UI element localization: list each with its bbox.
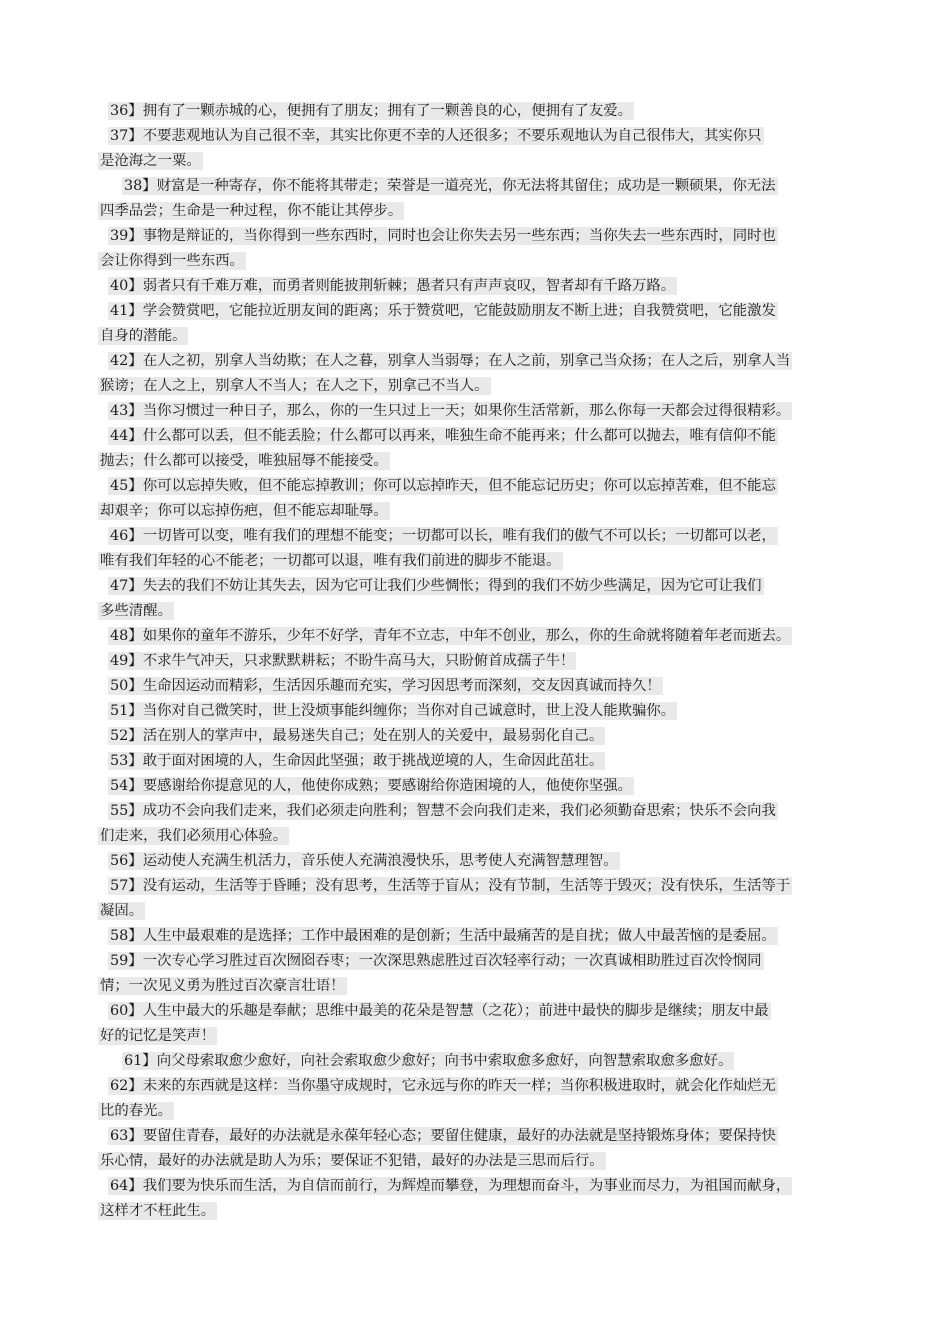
quote-line	[98, 1149, 858, 1174]
quote-text: 乐心情，最好的办法就是助人为乐；要保证不犯错，最好的办法是三思而后行。	[100, 1153, 604, 1169]
quote-entry	[98, 424, 858, 474]
quote-text: 59】一次专心学习胜过百次囫囵吞枣；一次深思熟虑胜过百次轻率行动；一次真诚相助胜过百次怜悯同	[110, 953, 762, 969]
quote-line	[98, 924, 858, 949]
quote-entry	[98, 224, 858, 274]
quote-line	[98, 449, 858, 474]
quote-entry	[98, 924, 858, 949]
quote-text: 57】没有运动，生活等于昏睡；没有思考，生活等于盲从；没有节制，生活等于毁灭；没有快乐，生活等于	[110, 878, 791, 894]
quote-line	[98, 399, 858, 424]
quote-entry	[98, 699, 858, 724]
quote-text: 63】要留住青春，最好的办法就是永葆年轻心态；要留住健康，最好的办法就是坚持锻炼身体；要保持快	[110, 1128, 776, 1144]
quote-text: 会让你得到一些东西。	[100, 253, 244, 269]
quote-text: 36】拥有了一颗赤城的心，便拥有了朋友；拥有了一颗善良的心，便拥有了友爱。	[110, 103, 632, 119]
quote-line	[98, 99, 858, 124]
quote-line	[98, 549, 858, 574]
quote-text: 猴谤；在人之上，别拿人不当人；在人之下，别拿己不当人。	[100, 378, 489, 394]
quote-entry	[98, 749, 858, 774]
quote-entry	[98, 849, 858, 874]
quote-line	[98, 1174, 858, 1199]
quote-line	[98, 124, 858, 149]
quote-text: 54】要感谢给你提意见的人，他使你成熟；要感谢给你造困境的人，他使你坚强。	[110, 778, 632, 794]
quote-text: 52】活在别人的掌声中，最易迷失自己；处在别人的关爱中，最易弱化自己。	[110, 728, 604, 744]
quote-text: 43】当你习惯过一种日子，那么，你的一生只过上一天；如果你生活常新，那么你每一天都会过得很精彩。	[110, 403, 791, 419]
quote-text: 这样才不枉此生。	[100, 1203, 216, 1219]
quote-text: 好的记忆是笑声！	[100, 1028, 216, 1044]
quote-entry	[98, 524, 858, 574]
document-page	[98, 99, 858, 1224]
quote-entry	[98, 299, 858, 349]
quote-line	[98, 949, 858, 974]
quote-text: 唯有我们年轻的心不能老；一切都可以退，唯有我们前进的脚步不能退。	[100, 553, 561, 569]
quote-line	[98, 274, 858, 299]
quote-entry	[98, 1174, 858, 1224]
quote-text: 44】什么都可以丢，但不能丢脸；什么都可以再来，唯独生命不能再来；什么都可以抛去，唯有信仰不能	[110, 428, 776, 444]
quote-entry	[98, 1124, 858, 1174]
quote-entry	[98, 774, 858, 799]
quote-text: 38】财富是一种寄存，你不能将其带走；荣誉是一道亮光，你无法将其留住；成功是一颗硕果，你无法	[124, 178, 776, 194]
quote-line	[98, 1074, 858, 1099]
quote-entry	[98, 724, 858, 749]
quote-text: 自身的潜能。	[100, 328, 187, 344]
quote-line	[98, 974, 858, 999]
quote-text: 抛去；什么都可以接受，唯独屈辱不能接受。	[100, 453, 388, 469]
quote-entry	[98, 949, 858, 999]
quote-entry	[98, 674, 858, 699]
quote-entry	[98, 1049, 858, 1074]
quote-line	[98, 249, 858, 274]
quote-line	[98, 374, 858, 399]
quote-line	[98, 699, 858, 724]
quote-line	[98, 999, 858, 1024]
quote-text: 却艰辛；你可以忘掉伤疤，但不能忘却耻辱。	[100, 503, 388, 519]
quote-line	[98, 1024, 858, 1049]
quote-line	[98, 324, 858, 349]
quote-line	[98, 599, 858, 624]
quote-line	[98, 724, 858, 749]
quote-line	[98, 299, 858, 324]
quote-text: 42】在人之初，别拿人当幼欺；在人之暮，别拿人当弱辱；在人之前，别拿己当众扬；在人之后，别拿人当	[110, 353, 791, 369]
quote-entry	[98, 799, 858, 849]
quote-line	[98, 349, 858, 374]
quote-text: 47】失去的我们不妨让其失去，因为它可让我们少些惆怅；得到的我们不妨少些满足，因为它可让我们	[110, 578, 762, 594]
quote-text: 37】不要悲观地认为自己很不幸，其实比你更不幸的人还很多；不要乐观地认为自己很伟大，其实你只	[110, 128, 762, 144]
quote-line	[98, 499, 858, 524]
quote-line	[98, 649, 858, 674]
quote-line	[98, 224, 858, 249]
quote-text: 49】不求牛气冲天，只求默默耕耘；不盼牛高马大，只盼俯首成孺子牛！	[110, 653, 575, 669]
quote-text: 比的春光。	[100, 1103, 172, 1119]
quote-text: 64】我们要为快乐而生活，为自信而前行，为辉煌而攀登，为理想而奋斗，为事业而尽力，为祖国而献身，	[110, 1178, 791, 1194]
quote-text: 60】人生中最大的乐趣是奉献；思维中最美的花朵是智慧（之花）；前进中最快的脚步是继续；朋友中最	[110, 1003, 769, 1019]
quote-text: 是沧海之一粟。	[100, 153, 201, 169]
quote-entry	[98, 874, 858, 924]
quote-text: 50】生命因运动而精彩，生活因乐趣而充实，学习因思考而深刻，交友因真诚而持久！	[110, 678, 661, 694]
quote-line	[98, 524, 858, 549]
quote-line	[98, 674, 858, 699]
quote-entry	[98, 474, 858, 524]
quote-text: 58】人生中最艰难的是选择；工作中最困难的是创新；生活中最痛苦的是自扰；做人中最苦恼的是委屈。	[110, 928, 776, 944]
quote-line	[98, 774, 858, 799]
quote-text: 48】如果你的童年不游乐，少年不好学，青年不立志，中年不创业，那么，你的生命就将随着年老而逝去。	[110, 628, 791, 644]
quote-entry	[98, 274, 858, 299]
quote-entry	[98, 174, 858, 224]
quote-line	[98, 899, 858, 924]
quote-line	[98, 874, 858, 899]
quote-text: 45】你可以忘掉失败，但不能忘掉教训；你可以忘掉昨天，但不能忘记历史；你可以忘掉苦难，但不能忘	[110, 478, 776, 494]
quote-entry	[98, 349, 858, 399]
quote-line	[98, 824, 858, 849]
quote-text: 51】当你对自己微笑时，世上没烦事能纠缠你；当你对自己诚意时，世上没人能欺骗你。	[110, 703, 676, 719]
quote-line	[98, 149, 858, 174]
quote-text: 61】向父母索取愈少愈好，向社会索取愈少愈好；向书中索取愈多愈好，向智慧索取愈多愈好。	[124, 1053, 733, 1069]
quote-text: 62】未来的东西就是这样：当你墨守成规时，它永远与你的昨天一样；当你积极进取时，就会化作灿烂无	[110, 1078, 776, 1094]
quote-line	[98, 799, 858, 824]
quote-text: 41】学会赞赏吧，它能拉近朋友间的距离；乐于赞赏吧，它能鼓励朋友不断上进；自我赞赏吧，它能激发	[110, 303, 776, 319]
quote-entry	[98, 1074, 858, 1124]
quote-text: 46】一切皆可以变，唯有我们的理想不能变；一切都可以长，唯有我们的傲气不可以长；一切都可以老，	[110, 528, 776, 544]
quote-text: 56】运动使人充满生机活力，音乐使人充满浪漫快乐，思考使人充满智慧理智。	[110, 853, 618, 869]
quote-entry	[98, 124, 858, 174]
quote-line	[98, 1199, 858, 1224]
quote-line	[98, 1124, 858, 1149]
quote-text: 40】弱者只有千难万难，而勇者则能披荆斩棘；愚者只有声声哀叹，智者却有千路万路。	[110, 278, 676, 294]
quote-entry	[98, 999, 858, 1049]
quote-line	[98, 174, 858, 199]
quote-text: 情；一次见义勇为胜过百次豪言壮语！	[100, 978, 345, 994]
quote-line	[98, 624, 858, 649]
quote-line	[98, 1099, 858, 1124]
quote-line	[98, 474, 858, 499]
quote-text: 多些清醒。	[100, 603, 172, 619]
quote-text: 们走来，我们必须用心体验。	[100, 828, 288, 844]
quote-line	[98, 574, 858, 599]
quote-line	[98, 849, 858, 874]
quote-line	[98, 424, 858, 449]
quote-entry	[98, 574, 858, 624]
quote-line	[98, 199, 858, 224]
quote-entry	[98, 624, 858, 649]
quote-line	[98, 1049, 858, 1074]
quote-line	[98, 749, 858, 774]
quote-text: 39】事物是辩证的，当你得到一些东西时，同时也会让你失去另一些东西；当你失去一些东西时，同时也	[110, 228, 776, 244]
quote-entry	[98, 649, 858, 674]
quote-text: 四季品尝；生命是一种过程，你不能让其停步。	[100, 203, 403, 219]
quote-text: 凝固。	[100, 903, 144, 919]
quote-entry	[98, 99, 858, 124]
quote-text: 55】成功不会向我们走来，我们必须走向胜利；智慧不会向我们走来，我们必须勤奋思索；快乐不会向我	[110, 803, 776, 819]
quote-text: 53】敢于面对困境的人，生命因此坚强；敢于挑战逆境的人，生命因此茁壮。	[110, 753, 604, 769]
quote-entry	[98, 399, 858, 424]
